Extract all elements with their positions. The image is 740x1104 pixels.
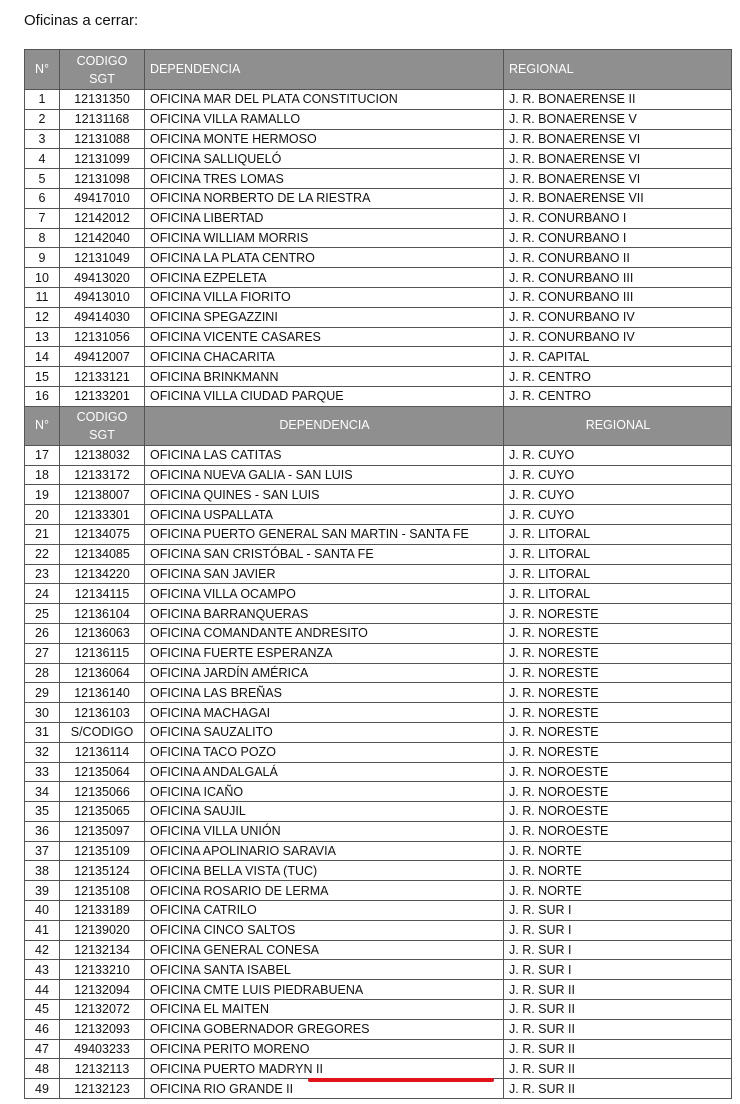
cell-regional: J. R. NORESTE [504, 703, 732, 723]
table-row [25, 386, 732, 406]
header-code [60, 50, 145, 90]
cell-regional: J. R. LITORAL [504, 564, 732, 584]
cell-number: 14 [25, 347, 60, 367]
cell-number: 28 [25, 663, 60, 683]
cell-dependencia: OFICINA NUEVA GALIA - SAN LUIS [145, 465, 504, 485]
cell-code: 12132113 [60, 1059, 145, 1079]
cell-regional: J. R. SUR II [504, 1079, 732, 1099]
cell-number: 39 [25, 881, 60, 901]
page-heading: Oficinas a cerrar: [24, 12, 139, 29]
cell-regional: J. R. SUR II [504, 1000, 732, 1020]
cell-regional: J. R. NORESTE [504, 742, 732, 762]
cell-code: 12138032 [60, 445, 145, 465]
cell-code: 12133301 [60, 505, 145, 525]
cell-number: 38 [25, 861, 60, 881]
cell-regional: J. R. CAPITAL [504, 347, 732, 367]
cell-regional: J. R. NORESTE [504, 604, 732, 624]
cell-regional: J. R. CONURBANO III [504, 268, 732, 288]
cell-number: 34 [25, 782, 60, 802]
cell-dependencia: OFICINA CHACARITA [145, 347, 504, 367]
cell-number: 11 [25, 287, 60, 307]
cell-dependencia: OFICINA VILLA RAMALLO [145, 109, 504, 129]
cell-dependencia: OFICINA RIO GRANDE II [145, 1079, 504, 1099]
cell-number: 35 [25, 802, 60, 822]
cell-dependencia: OFICINA SAUJIL [145, 802, 504, 822]
cell-regional: J. R. LITORAL [504, 584, 732, 604]
cell-dependencia: OFICINA ICAÑO [145, 782, 504, 802]
cell-number: 10 [25, 268, 60, 288]
cell-regional: J. R. NORTE [504, 861, 732, 881]
cell-number: 42 [25, 940, 60, 960]
cell-number: 3 [25, 129, 60, 149]
header-dependencia: DEPENDENCIA [145, 50, 504, 90]
cell-regional: J. R. NORESTE [504, 722, 732, 742]
table-row [25, 327, 732, 347]
cell-dependencia: OFICINA VICENTE CASARES [145, 327, 504, 347]
cell-dependencia: OFICINA VILLA OCAMPO [145, 584, 504, 604]
cell-dependencia: OFICINA QUINES - SAN LUIS [145, 485, 504, 505]
cell-code: 12135065 [60, 802, 145, 822]
header-number: N° [25, 50, 60, 90]
cell-code: 12131056 [60, 327, 145, 347]
cell-code: 12131098 [60, 169, 145, 189]
table-row [25, 208, 732, 228]
cell-dependencia: OFICINA BELLA VISTA (TUC) [145, 861, 504, 881]
cell-number: 6 [25, 188, 60, 208]
cell-number: 5 [25, 169, 60, 189]
table-row [25, 623, 732, 643]
cell-number: 27 [25, 643, 60, 663]
cell-dependencia: OFICINA NORBERTO DE LA RIESTRA [145, 188, 504, 208]
cell-regional: J. R. LITORAL [504, 524, 732, 544]
cell-dependencia: OFICINA PUERTO MADRYN II [145, 1059, 504, 1079]
cell-number: 29 [25, 683, 60, 703]
cell-code: 49403233 [60, 1039, 145, 1059]
cell-regional: J. R. SUR II [504, 980, 732, 1000]
cell-code: 49414030 [60, 307, 145, 327]
cell-code: 12142012 [60, 208, 145, 228]
cell-regional: J. R. SUR II [504, 1059, 732, 1079]
table-row [25, 722, 732, 742]
cell-code: 12136104 [60, 604, 145, 624]
cell-dependencia: OFICINA CATRILO [145, 901, 504, 921]
table-row [25, 920, 732, 940]
cell-code: 12133189 [60, 901, 145, 921]
cell-regional: J. R. NORTE [504, 841, 732, 861]
cell-code: 49412007 [60, 347, 145, 367]
cell-regional: J. R. NORESTE [504, 663, 732, 683]
cell-number: 46 [25, 1019, 60, 1039]
cell-regional: J. R. CONURBANO IV [504, 327, 732, 347]
cell-number: 22 [25, 544, 60, 564]
header-code-line2: SGT [89, 427, 115, 442]
table-row [25, 465, 732, 485]
cell-dependencia: OFICINA TACO POZO [145, 742, 504, 762]
cell-regional: J. R. CUYO [504, 445, 732, 465]
cell-code: 12134075 [60, 524, 145, 544]
cell-number: 30 [25, 703, 60, 723]
table-row [25, 485, 732, 505]
cell-dependencia: OFICINA COMANDANTE ANDRESITO [145, 623, 504, 643]
cell-number: 33 [25, 762, 60, 782]
cell-regional: J. R. CONURBANO I [504, 208, 732, 228]
table-row [25, 782, 732, 802]
table-row [25, 505, 732, 525]
cell-regional: J. R. BONAERENSE II [504, 90, 732, 110]
table-row [25, 940, 732, 960]
cell-code: 12138007 [60, 485, 145, 505]
cell-dependencia: OFICINA GOBERNADOR GREGORES [145, 1019, 504, 1039]
cell-regional: J. R. CENTRO [504, 386, 732, 406]
cell-number: 40 [25, 901, 60, 921]
cell-regional: J. R. SUR I [504, 940, 732, 960]
cell-dependencia: OFICINA PERITO MORENO [145, 1039, 504, 1059]
table-header-row [25, 406, 732, 445]
cell-code: 12131049 [60, 248, 145, 268]
table-row [25, 109, 732, 129]
cell-dependencia: OFICINA GENERAL CONESA [145, 940, 504, 960]
cell-dependencia: OFICINA MONTE HERMOSO [145, 129, 504, 149]
cell-code: 12135108 [60, 881, 145, 901]
cell-number: 31 [25, 722, 60, 742]
cell-regional: J. R. SUR I [504, 901, 732, 921]
cell-number: 4 [25, 149, 60, 169]
cell-dependencia: OFICINA EZPELETA [145, 268, 504, 288]
cell-number: 44 [25, 980, 60, 1000]
cell-code: 12135066 [60, 782, 145, 802]
cell-dependencia: OFICINA SANTA ISABEL [145, 960, 504, 980]
cell-dependencia: OFICINA SALLIQUELÓ [145, 149, 504, 169]
table-row [25, 901, 732, 921]
cell-dependencia: OFICINA JARDÍN AMÉRICA [145, 663, 504, 683]
cell-regional: J. R. CUYO [504, 465, 732, 485]
cell-code: 49413020 [60, 268, 145, 288]
cell-code: 12133172 [60, 465, 145, 485]
cell-code: 12136140 [60, 683, 145, 703]
cell-regional: J. R. NOROESTE [504, 802, 732, 822]
cell-code: 12131099 [60, 149, 145, 169]
cell-code: 12132123 [60, 1079, 145, 1099]
cell-dependencia: OFICINA SAUZALITO [145, 722, 504, 742]
cell-code: S/CODIGO [60, 722, 145, 742]
cell-code: 12135064 [60, 762, 145, 782]
cell-code: 49417010 [60, 188, 145, 208]
cell-number: 41 [25, 920, 60, 940]
table-row [25, 228, 732, 248]
cell-regional: J. R. BONAERENSE VI [504, 149, 732, 169]
cell-dependencia: OFICINA LAS BREÑAS [145, 683, 504, 703]
table-row [25, 129, 732, 149]
cell-code: 12135124 [60, 861, 145, 881]
table-row [25, 445, 732, 465]
table-row [25, 703, 732, 723]
cell-dependencia: OFICINA CINCO SALTOS [145, 920, 504, 940]
cell-regional: J. R. CUYO [504, 505, 732, 525]
cell-dependencia: OFICINA ANDALGALÁ [145, 762, 504, 782]
table-row [25, 307, 732, 327]
cell-code: 12131168 [60, 109, 145, 129]
cell-dependencia: OFICINA BRINKMANN [145, 367, 504, 387]
table-row [25, 881, 732, 901]
table-row [25, 169, 732, 189]
cell-dependencia: OFICINA MAR DEL PLATA CONSTITUCION [145, 90, 504, 110]
cell-regional: J. R. SUR I [504, 960, 732, 980]
cell-code: 12134085 [60, 544, 145, 564]
header-dependencia: DEPENDENCIA [145, 406, 504, 445]
table-row [25, 188, 732, 208]
cell-code: 12133201 [60, 386, 145, 406]
cell-regional: J. R. SUR II [504, 1019, 732, 1039]
header-code-line1: CODIGO [76, 53, 128, 68]
cell-code: 12135109 [60, 841, 145, 861]
cell-dependencia: OFICINA BARRANQUERAS [145, 604, 504, 624]
cell-dependencia: OFICINA CMTE LUIS PIEDRABUENA [145, 980, 504, 1000]
cell-dependencia: OFICINA MACHAGAI [145, 703, 504, 723]
cell-number: 25 [25, 604, 60, 624]
table-row [25, 524, 732, 544]
cell-dependencia: OFICINA VILLA UNIÓN [145, 821, 504, 841]
cell-dependencia: OFICINA ROSARIO DE LERMA [145, 881, 504, 901]
cell-code: 12134220 [60, 564, 145, 584]
table-row [25, 248, 732, 268]
cell-code: 12133121 [60, 367, 145, 387]
header-code-line1: CODIGO [76, 409, 128, 424]
cell-regional: J. R. LITORAL [504, 544, 732, 564]
table-row [25, 604, 732, 624]
cell-code: 12132094 [60, 980, 145, 1000]
cell-regional: J. R. BONAERENSE V [504, 109, 732, 129]
cell-dependencia: OFICINA SPEGAZZINI [145, 307, 504, 327]
table-row [25, 742, 732, 762]
header-code-line2: SGT [89, 71, 115, 86]
cell-number: 26 [25, 623, 60, 643]
cell-regional: J. R. NORESTE [504, 683, 732, 703]
cell-code: 12134115 [60, 584, 145, 604]
cell-number: 9 [25, 248, 60, 268]
cell-dependencia: OFICINA VILLA CIUDAD PARQUE [145, 386, 504, 406]
cell-code: 12136103 [60, 703, 145, 723]
table-row [25, 683, 732, 703]
cell-number: 13 [25, 327, 60, 347]
table-row [25, 149, 732, 169]
cell-regional: J. R. BONAERENSE VII [504, 188, 732, 208]
cell-code: 12135097 [60, 821, 145, 841]
cell-regional: J. R. NORESTE [504, 623, 732, 643]
cell-code: 12136064 [60, 663, 145, 683]
header-number: N° [25, 406, 60, 445]
cell-number: 15 [25, 367, 60, 387]
table-row [25, 564, 732, 584]
cell-dependencia: OFICINA USPALLATA [145, 505, 504, 525]
table-row [25, 268, 732, 288]
table-row [25, 1039, 732, 1059]
cell-code: 12136063 [60, 623, 145, 643]
cell-dependencia: OFICINA EL MAITEN [145, 1000, 504, 1020]
cell-dependencia: OFICINA SAN CRISTÓBAL - SANTA FE [145, 544, 504, 564]
cell-number: 21 [25, 524, 60, 544]
cell-dependencia: OFICINA SAN JAVIER [145, 564, 504, 584]
cell-number: 48 [25, 1059, 60, 1079]
cell-number: 47 [25, 1039, 60, 1059]
table-row [25, 287, 732, 307]
cell-number: 32 [25, 742, 60, 762]
cell-code: 12132134 [60, 940, 145, 960]
cell-code: 12142040 [60, 228, 145, 248]
table-row [25, 960, 732, 980]
cell-number: 16 [25, 386, 60, 406]
table-row [25, 1059, 732, 1079]
cell-number: 43 [25, 960, 60, 980]
cell-number: 12 [25, 307, 60, 327]
cell-dependencia: OFICINA FUERTE ESPERANZA [145, 643, 504, 663]
cell-regional: J. R. BONAERENSE VI [504, 169, 732, 189]
offices-table [24, 49, 732, 1099]
cell-regional: J. R. CUYO [504, 485, 732, 505]
table-row [25, 544, 732, 564]
cell-number: 36 [25, 821, 60, 841]
red-underline-mark [308, 1078, 494, 1082]
cell-regional: J. R. NOROESTE [504, 782, 732, 802]
cell-regional: J. R. CONURBANO III [504, 287, 732, 307]
cell-dependencia: OFICINA TRES LOMAS [145, 169, 504, 189]
table-row [25, 861, 732, 881]
cell-dependencia: OFICINA WILLIAM MORRIS [145, 228, 504, 248]
table-row [25, 821, 732, 841]
cell-number: 2 [25, 109, 60, 129]
cell-regional: J. R. BONAERENSE VI [504, 129, 732, 149]
table-row [25, 802, 732, 822]
cell-number: 17 [25, 445, 60, 465]
cell-dependencia: OFICINA VILLA FIORITO [145, 287, 504, 307]
cell-dependencia: OFICINA PUERTO GENERAL SAN MARTIN - SANTA FE [145, 524, 504, 544]
table-row [25, 1019, 732, 1039]
table-header-row [25, 50, 732, 90]
table-row [25, 663, 732, 683]
cell-code: 12131350 [60, 90, 145, 110]
cell-number: 37 [25, 841, 60, 861]
cell-number: 45 [25, 1000, 60, 1020]
table-row [25, 584, 732, 604]
cell-code: 49413010 [60, 287, 145, 307]
header-regional: REGIONAL [504, 50, 732, 90]
cell-regional: J. R. CONURBANO II [504, 248, 732, 268]
cell-dependencia: OFICINA LA PLATA CENTRO [145, 248, 504, 268]
header-code [60, 406, 145, 445]
cell-regional: J. R. SUR II [504, 1039, 732, 1059]
table-row [25, 841, 732, 861]
cell-regional: J. R. NOROESTE [504, 821, 732, 841]
cell-code: 12133210 [60, 960, 145, 980]
cell-dependencia: OFICINA APOLINARIO SARAVIA [145, 841, 504, 861]
cell-regional: J. R. CONURBANO I [504, 228, 732, 248]
table-row [25, 762, 732, 782]
cell-number: 8 [25, 228, 60, 248]
cell-regional: J. R. CENTRO [504, 367, 732, 387]
cell-dependencia: OFICINA LAS CATITAS [145, 445, 504, 465]
table-row [25, 643, 732, 663]
cell-code: 12132072 [60, 1000, 145, 1020]
cell-number: 23 [25, 564, 60, 584]
cell-number: 18 [25, 465, 60, 485]
cell-code: 12132093 [60, 1019, 145, 1039]
cell-number: 7 [25, 208, 60, 228]
cell-code: 12139020 [60, 920, 145, 940]
cell-regional: J. R. NORESTE [504, 643, 732, 663]
table-row [25, 347, 732, 367]
cell-regional: J. R. NORTE [504, 881, 732, 901]
header-regional: REGIONAL [504, 406, 732, 445]
cell-code: 12136115 [60, 643, 145, 663]
table-row [25, 1000, 732, 1020]
table-row [25, 90, 732, 110]
cell-dependencia: OFICINA LIBERTAD [145, 208, 504, 228]
cell-number: 49 [25, 1079, 60, 1099]
cell-number: 1 [25, 90, 60, 110]
cell-code: 12131088 [60, 129, 145, 149]
cell-regional: J. R. CONURBANO IV [504, 307, 732, 327]
cell-regional: J. R. NOROESTE [504, 762, 732, 782]
cell-number: 24 [25, 584, 60, 604]
cell-code: 12136114 [60, 742, 145, 762]
table-row [25, 980, 732, 1000]
cell-regional: J. R. SUR I [504, 920, 732, 940]
table-row [25, 367, 732, 387]
cell-number: 20 [25, 505, 60, 525]
cell-number: 19 [25, 485, 60, 505]
